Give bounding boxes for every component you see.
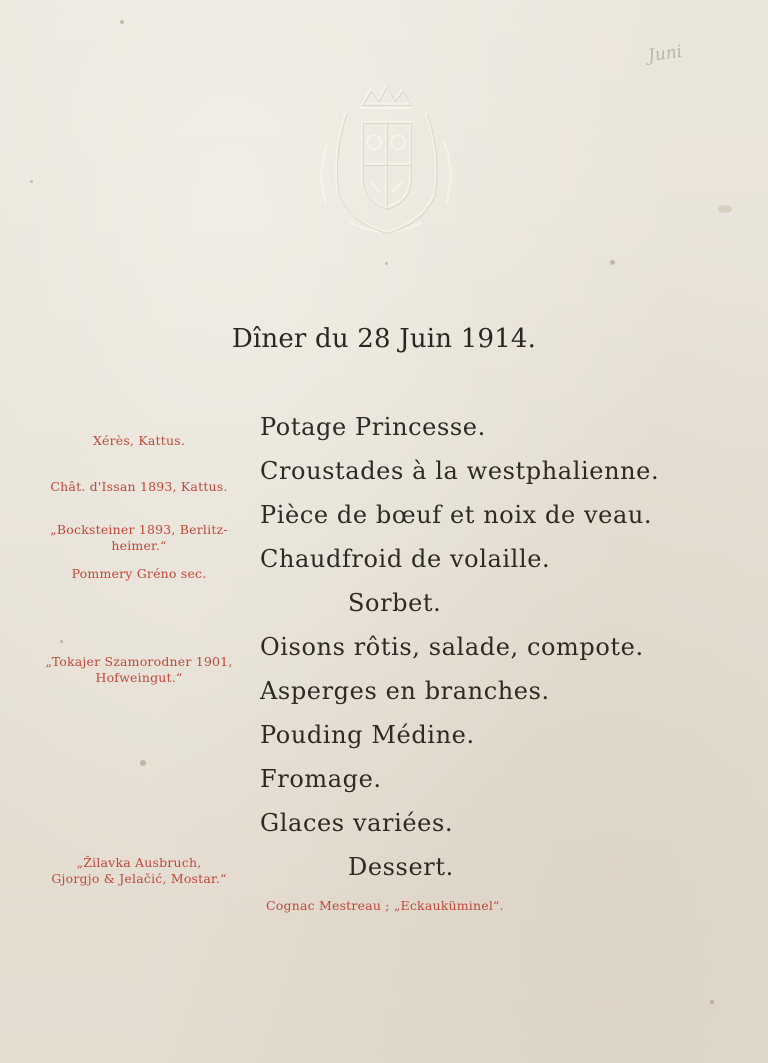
- wine-pairing: [24, 855, 254, 887]
- wine-pairing: [24, 654, 254, 686]
- dish-item: Pouding Médine.: [260, 721, 475, 749]
- dish-item: Sorbet.: [348, 589, 442, 617]
- paper-speck: [710, 1000, 714, 1004]
- wine-pairing: [24, 566, 254, 582]
- paper-stain: [718, 205, 732, 213]
- paper-speck: [610, 260, 615, 265]
- dish-item: Fromage.: [260, 765, 382, 793]
- dish-item: Pièce de bœuf et noix de veau.: [260, 501, 653, 529]
- wine-line: Xérès, Kattus.: [92, 433, 186, 448]
- wine-line: Hofweingut.“: [95, 670, 183, 685]
- wine-pairing: [24, 479, 254, 495]
- wine-line: Chât. d'Issan 1893, Kattus.: [50, 479, 228, 494]
- paper-speck: [385, 262, 388, 265]
- wine-line: heimer.“: [111, 538, 167, 553]
- wine-line: Pommery Gréno sec.: [71, 566, 207, 581]
- paper-speck: [120, 20, 124, 24]
- dish-item: Oisons rôtis, salade, compote.: [260, 633, 644, 661]
- wine-pairing: [24, 433, 254, 449]
- pencil-note: Juni: [646, 41, 684, 67]
- paper-speck: [30, 180, 33, 183]
- dish-item: Potage Princesse.: [260, 413, 486, 441]
- wine-pairing: [24, 522, 254, 554]
- wine-line: „Bocksteiner 1893, Berlitz-: [50, 522, 228, 537]
- wine-line: „Žilavka Ausbruch,: [76, 855, 202, 870]
- menu-title: Dîner du 28 Juin 1914.: [231, 324, 537, 354]
- digestif-line: Cognac Mestreau ; „Eckauküminel“.: [266, 898, 504, 913]
- embossed-coat-of-arms-icon: [310, 82, 462, 238]
- wine-line: Gjorgjo & Jelačić, Mostar.“: [51, 871, 227, 886]
- paper-speck: [140, 760, 146, 766]
- dish-item: Glaces variées.: [260, 809, 454, 837]
- dish-item: Dessert.: [348, 853, 454, 881]
- dish-item: Chaudfroid de volaille.: [260, 545, 551, 573]
- dish-item: Croustades à la westphalienne.: [260, 457, 660, 485]
- paper-speck: [60, 640, 63, 643]
- wine-line: „Tokajer Szamorodner 1901,: [45, 654, 233, 669]
- dish-item: Asperges en branches.: [260, 677, 550, 705]
